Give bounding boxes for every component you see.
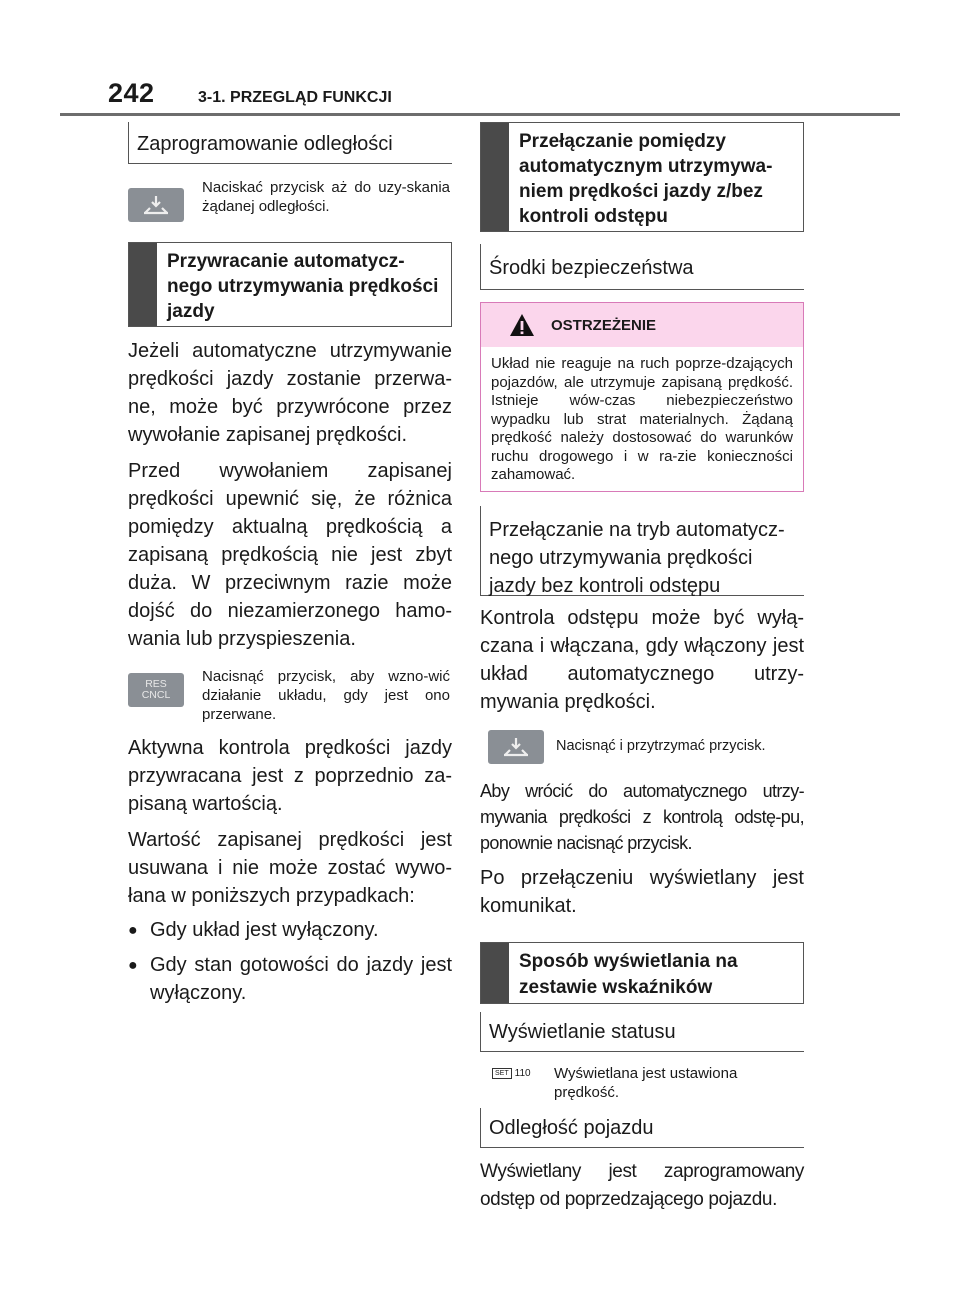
- bullet-dot-icon: ●: [128, 957, 138, 974]
- heading-switch-without-distance: Przełączanie na tryb automatycz-nego utrzymywania prędkości jazdy bez kontroli odstępu: [480, 506, 804, 596]
- warning-box: [480, 302, 804, 492]
- para-message-shown: Po przełączeniu wyświetlany jest komunikat.: [480, 866, 804, 917]
- page-header: [108, 78, 392, 109]
- warning-title: OSTRZEŻENIE: [551, 316, 657, 334]
- heading-switch-modes: Przełączanie pomiędzy automatycznym utrzymywa-niem prędkości jazdy z/bez kontroli odstępu: [480, 122, 804, 232]
- res-button-row: [128, 667, 452, 724]
- warning-triangle-icon: [509, 313, 535, 337]
- heading-distance-programming: Zaprogramowanie odległości: [128, 122, 452, 164]
- para-value-deleted: Wartość zapisanej prędkości jest usuwana i nie może zostać wywo-łana w poniższych przypadkach:: [128, 829, 452, 907]
- distance-button-icon: [488, 730, 544, 764]
- para-resume-info: Jeżeli automatyczne utrzymywanie prędkości jazdy zostanie przerwa-ne, może być przywrócone przez wywołanie zapisanej prędkości.: [128, 340, 452, 446]
- distance-button-row: [128, 178, 452, 222]
- header-rule: [60, 113, 900, 116]
- res-button-text: Nacisnąć przycisk, aby wzno-wić działanie układu, gdy jest ono przerwane.: [202, 668, 450, 723]
- heading-display-method: Sposób wyświetlania na zestawie wskaźników: [480, 942, 804, 1004]
- para-restored-value: Aktywna kontrola prędkości jazdy przywracana jest z poprzednio za-pisaną wartością.: [128, 737, 452, 815]
- heading-resume-cruise: Przywracanie automatycz-nego utrzymywania prędkości jazdy: [128, 242, 452, 327]
- right-column: [480, 122, 804, 1214]
- status-row: [480, 1064, 804, 1102]
- section-title: 3-1. PRZEGLĄD FUNKCJI: [198, 89, 392, 106]
- hold-button-row: [480, 730, 804, 764]
- heading-vehicle-distance: Odległość pojazdu: [480, 1108, 804, 1148]
- distance-button-text: Naciskać przycisk aż do uzy-skania żądanej odległości.: [202, 179, 450, 215]
- bullet-item: ● Gdy stan gotowości do jazdy jest wyłączony.: [128, 951, 452, 1007]
- heading-safety: Środki bezpieczeństwa: [480, 244, 804, 290]
- distance-button-icon: [128, 188, 184, 222]
- left-column: [128, 122, 452, 1007]
- para-programmed-distance: Wyświetlany jest zaprogramowany odstęp od poprzedzającego pojazdu.: [480, 1160, 804, 1210]
- warning-header: [481, 303, 803, 347]
- para-return-with-distance: Aby wrócić do automatycznego utrzy-mywania prędkości z kontrolą odstę-pu, ponownie nacisnąć przycisk.: [480, 780, 804, 853]
- set-speed-display-icon: SET 110: [492, 1064, 544, 1079]
- res-cncl-button-icon: RES CNCL: [128, 673, 184, 707]
- page-number: 242: [108, 78, 155, 108]
- warning-text: Układ nie reaguje na ruch poprze-dzających pojazdów, ale utrzymuje zapisaną prędkość. Istnieje wów-czas niebezpieczeństwo wypadku lub strat materialnych. Żądaną prędkość należy dostosować do warunków ruchu drogowego i w ra-zie konieczności zahamować.: [491, 355, 793, 483]
- status-text: Wyświetlana jest ustawiona prędkość.: [554, 1064, 738, 1101]
- bullet-dot-icon: ●: [128, 922, 138, 939]
- hold-button-text: Nacisnąć i przytrzymać przycisk.: [556, 738, 766, 754]
- para-speed-difference: Przed wywołaniem zapisanej prędkości upewnić się, że różnica pomiędzy aktualną prędkością a zapisaną prędkością nie jest zbyt duża. W przeciwnym razie może dojść do niezamierzonego hamo-wania lub przyspieszenia.: [128, 460, 452, 650]
- heading-status-display: Wyświetlanie statusu: [480, 1012, 804, 1052]
- para-distance-control: Kontrola odstępu może być wyłą-czana i włączana, gdy włączony jest układ automatycznego utrzy-mywania prędkości.: [480, 606, 804, 713]
- bullet-item: ● Gdy układ jest wyłączony.: [128, 916, 452, 945]
